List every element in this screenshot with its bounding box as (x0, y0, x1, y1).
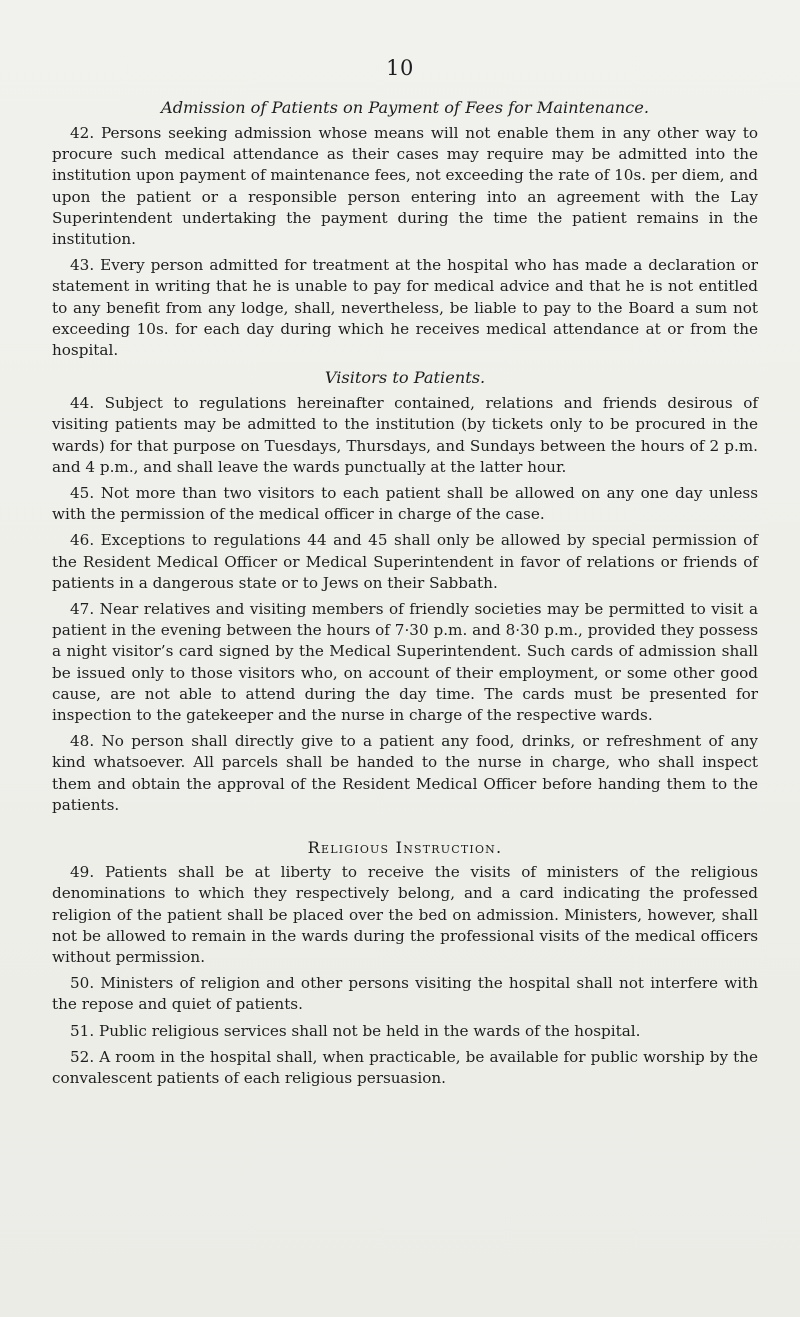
regulation-52: 52. A room in the hospital shall, when practicable, be available for public worship by the convalescent patients of each religious persuasion. (52, 1047, 758, 1087)
regulation-46: 46. Exceptions to regulations 44 and 45 shall only be allowed by special permission of the Resident Medical Officer or Medical Superintendent in favor of relations or friends of patients in a dangerous state or to Jews on their Sabbath. (52, 531, 758, 592)
regulation-45: 45. Not more than two visitors to each patient shall be allowed on any one day unless with the permission of the medical officer in charge of the case. (52, 484, 758, 524)
regulation-50: 50. Ministers of religion and other persons visiting the hospital shall not interfere with the repose and quiet of patients. (52, 974, 758, 1014)
regulation-42: 42. Persons seeking admission whose means will not enable them in any other way to procure such medical attendance as their cases may require may be admitted into the institution upon payment of maintenance fees, not exceeding the rate of 10s. per diem, and upon the patient or a responsible person entering into an agreement with the Lay Superintendent undertaking the payment during the time the patient remains in the institution. (52, 124, 758, 249)
regulation-43: 43. Every person admitted for treatment at the hospital who has made a declaration or statement in writing that he is unable to pay for medical advice and that he is not entitled to any benefit from any lodge, shall, nevertheless, be liable to pay to the Board a sum not exceeding 10s. for each day during which he receives medical attendance at or from the hospital. (52, 256, 758, 360)
section-heading-religious: Religious Instruction. (307, 838, 503, 858)
regulation-49: 49. Patients shall be at liberty to receive the visits of ministers of the religious denominations to which they respectively belong, and a card indicating the professed religion of the patient shall be placed over the bed on admission. Ministers, however, shall not be allowed to remain in the wards during the professional visits of the medical officers without permission. (52, 863, 758, 966)
section-heading-admission: Admission of Patients on Payment of Fees for Maintenance. (161, 98, 649, 117)
regulation-48: 48. No person shall directly give to a patient any food, drinks, or refreshment of any kind whatsoever. All parcels shall be handed to the nurse in charge, who shall inspect them and obtain the approval of the Resident Medical Officer before handing them to the patients. (52, 732, 758, 814)
regulation-44: 44. Subject to regulations hereinafter contained, relations and friends desirous of visiting patients may be admitted to the institution (by tickets only to be procured in the wards) for that purpose on Tuesdays, Thursdays, and Sundays between the hours of 2 p.m. and 4 p.m., and shall leave the wards punctually at the latter hour. (52, 394, 758, 476)
page-number: 10 (386, 56, 414, 80)
regulation-51: 51. Public religious services shall not be held in the wards of the hospital. (70, 1021, 641, 1040)
page-body (52, 96, 758, 1094)
regulation-47: 47. Near relatives and visiting members of friendly societies may be permitted to visit a patient in the evening between the hours of 7·30 p.m. and 8·30 p.m., provided they possess a night visitor’s card signed by the Medical Superintendent. Such cards of admission shall be issued only to those visitors who, on account of their employment, or some other good cause, are not able to attend during the day time. The cards must be presented for inspection to the gatekeeper and the nurse in charge of the respective wards. (52, 600, 758, 725)
section-heading-visitors: Visitors to Patients. (324, 368, 486, 388)
